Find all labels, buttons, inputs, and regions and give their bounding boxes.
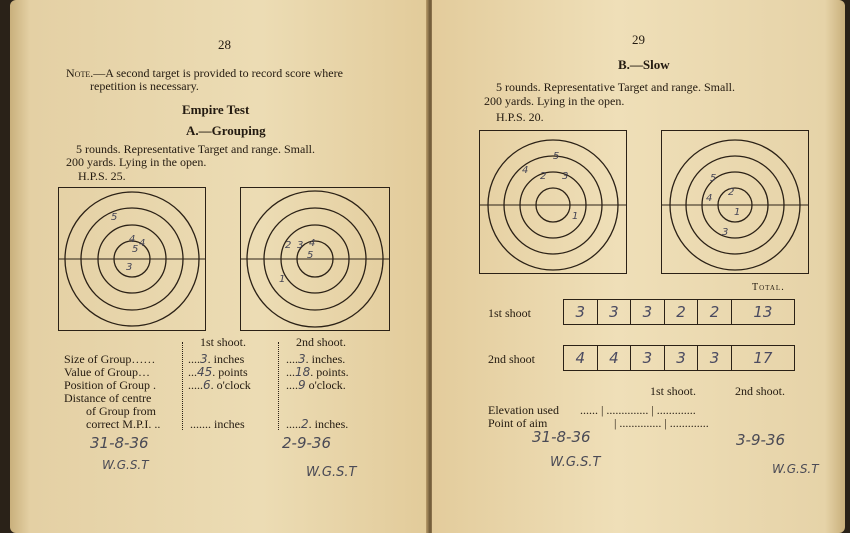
conditions-line-1: 5 rounds. Representative Target and range. Small. bbox=[76, 142, 315, 156]
handwritten-value: 3 bbox=[200, 352, 208, 366]
total-cell: 13 bbox=[753, 303, 773, 321]
row-label: Value of Group… bbox=[64, 365, 150, 379]
shoot-1-score-row bbox=[563, 299, 795, 325]
unit: o'clock bbox=[216, 378, 251, 392]
total-cell: 17 bbox=[753, 349, 773, 367]
shot-hole: 1 bbox=[734, 207, 741, 218]
cell-1st: .....6. o'clock bbox=[188, 378, 251, 392]
shot-hole: 5 bbox=[710, 173, 717, 184]
target-rings bbox=[59, 188, 205, 330]
column-divider bbox=[182, 342, 183, 430]
cell-2nd: .....2. inches. bbox=[286, 417, 349, 431]
elevation-label: Elevation used bbox=[488, 403, 559, 417]
score-cell: 3 bbox=[564, 300, 598, 324]
score-cell: 3 bbox=[698, 346, 732, 370]
score-cell: 2 bbox=[665, 300, 699, 324]
section-title: Empire Test bbox=[182, 102, 250, 117]
unit: points. bbox=[316, 365, 349, 379]
col-header-2nd: 2nd shoot. bbox=[296, 335, 347, 349]
subsection-title: A.—Grouping bbox=[186, 123, 266, 138]
shot-hole: 4 bbox=[309, 238, 316, 249]
column-divider bbox=[278, 342, 279, 430]
cell-1st: ...45. points bbox=[188, 365, 248, 379]
shot-hole: 4 bbox=[706, 193, 713, 204]
score-cell: 2 bbox=[698, 300, 732, 324]
shot-hole: 4 bbox=[522, 165, 529, 176]
shot-hole: 5 bbox=[553, 151, 560, 162]
target-1st-shoot bbox=[58, 187, 206, 331]
note-line-2: repetition is necessary. bbox=[90, 79, 199, 93]
target-rings bbox=[480, 131, 626, 273]
hps-label: H.P.S. 25. bbox=[78, 169, 126, 183]
shot-hole: 1 bbox=[572, 211, 579, 222]
shot-hole: 3 bbox=[126, 262, 133, 273]
row-label: of Group from bbox=[86, 404, 156, 418]
handwritten-value: 6 bbox=[203, 378, 211, 392]
unit: inches. bbox=[311, 352, 346, 366]
right-page bbox=[432, 0, 845, 533]
shot-hole: 5 bbox=[132, 244, 139, 255]
shot-hole: 5 bbox=[111, 212, 118, 223]
shot-hole: 3 bbox=[562, 171, 569, 182]
shot-hole: 4 bbox=[129, 234, 136, 245]
handwritten-initials: W.G.S.T bbox=[306, 465, 357, 480]
note-label: Note. bbox=[66, 66, 94, 80]
shot-hole: 4 bbox=[139, 238, 146, 249]
cell-1st: ....3. inches bbox=[188, 352, 245, 366]
handwritten-initials: W.G.S.T bbox=[550, 455, 601, 470]
row-label: Size of Group…… bbox=[64, 352, 156, 366]
col-header-1st: 1st shoot. bbox=[650, 384, 697, 398]
handwritten-value: 9 bbox=[298, 378, 306, 392]
unit: inches bbox=[214, 417, 245, 431]
shoot-2-label: 2nd shoot bbox=[488, 352, 536, 366]
shot-hole: 3 bbox=[297, 240, 304, 251]
row-label: Position of Group . bbox=[64, 378, 157, 392]
score-cell: 3 bbox=[598, 300, 632, 324]
handwritten-initials: W.G.S.T bbox=[772, 462, 819, 476]
row-label: correct M.P.I. .. bbox=[86, 417, 161, 431]
col-header-2nd: 2nd shoot. bbox=[735, 384, 786, 398]
cell-2nd: ....9 o'clock. bbox=[286, 378, 346, 392]
total-label: Total. bbox=[752, 282, 785, 293]
handwritten-date-1: 31-8-36 bbox=[90, 434, 149, 452]
score-cell: 4 bbox=[598, 346, 632, 370]
handwritten-value: 2 bbox=[301, 417, 309, 431]
handwritten-date-1: 31-8-36 bbox=[532, 428, 591, 446]
handwritten-value: 3 bbox=[298, 352, 306, 366]
shot-hole: 2 bbox=[285, 240, 292, 251]
page-number: 28 bbox=[218, 37, 231, 52]
score-cell: 4 bbox=[564, 346, 598, 370]
conditions-line-2: 200 yards. Lying in the open. bbox=[484, 94, 625, 108]
cell-2nd: ....3. inches. bbox=[286, 352, 346, 366]
score-cell: 3 bbox=[631, 300, 665, 324]
col-header-1st: 1st shoot. bbox=[200, 335, 247, 349]
cell-2nd: ...18. points. bbox=[286, 365, 349, 379]
handwritten-initials: W.G.S.T bbox=[102, 458, 149, 472]
elevation-dots: ...... | .............. | ............. bbox=[580, 403, 696, 417]
target-1st-shoot bbox=[479, 130, 627, 274]
shoot-2-score-row bbox=[563, 345, 795, 371]
score-cell: 3 bbox=[665, 346, 699, 370]
shot-hole: 2 bbox=[540, 171, 547, 182]
handwritten-value: 45 bbox=[197, 365, 213, 379]
shot-hole: 3 bbox=[722, 227, 729, 238]
score-cell: 3 bbox=[631, 346, 665, 370]
conditions-line-2: 200 yards. Lying in the open. bbox=[66, 155, 207, 169]
shot-hole: 2 bbox=[728, 187, 735, 198]
handwritten-value: 18 bbox=[295, 365, 311, 379]
target-2nd-shoot bbox=[661, 130, 809, 274]
shot-hole: 5 bbox=[307, 250, 314, 261]
unit: o'clock. bbox=[308, 378, 346, 392]
note-line-1 bbox=[66, 66, 343, 80]
handwritten-date-2: 2-9-36 bbox=[282, 434, 331, 452]
unit: inches bbox=[213, 352, 245, 366]
shoot-1-label: 1st shoot bbox=[488, 306, 532, 320]
row-label: Distance of centre bbox=[64, 391, 152, 405]
unit: points bbox=[218, 365, 248, 379]
target-rings bbox=[662, 131, 808, 273]
target-2nd-shoot bbox=[240, 187, 390, 331]
shot-hole: 1 bbox=[279, 274, 286, 285]
hps-label: H.P.S. 20. bbox=[496, 110, 544, 124]
point-of-aim-label: Point of aim bbox=[488, 416, 548, 430]
unit: inches. bbox=[314, 417, 349, 431]
aim-dots: | .............. | ............. bbox=[614, 416, 709, 430]
subsection-title: B.—Slow bbox=[618, 57, 670, 72]
left-page bbox=[10, 0, 428, 533]
page-number: 29 bbox=[632, 32, 645, 47]
conditions-line-1: 5 rounds. Representative Target and range. Small. bbox=[496, 80, 735, 94]
handwritten-date-2: 3-9-36 bbox=[736, 431, 785, 449]
note-text-1: —A second target is provided to record score where bbox=[93, 66, 343, 80]
cell-1st: ....... inches bbox=[190, 417, 245, 431]
target-rings bbox=[241, 188, 389, 330]
